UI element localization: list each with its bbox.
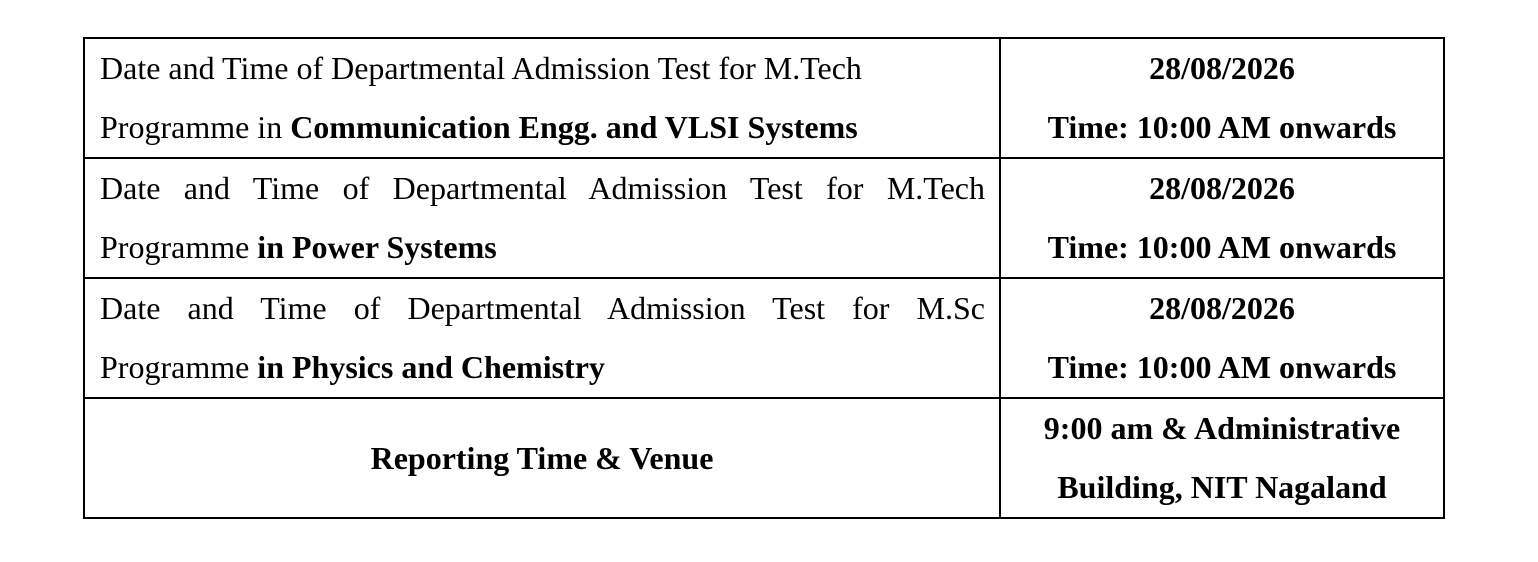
test-date: 28/08/2026 xyxy=(1149,290,1295,326)
test-description-line: Date and Time of Departmental Admission Test for M.Sc xyxy=(100,290,985,326)
programme-prefix: Programme in xyxy=(100,109,291,145)
test-programme-line xyxy=(100,338,985,397)
test-time: Time: 10:00 AM onwards xyxy=(1047,109,1397,145)
test-schedule-cell xyxy=(1000,38,1444,158)
reporting-value-cell xyxy=(1000,398,1444,518)
test-time: Time: 10:00 AM onwards xyxy=(1047,349,1397,385)
reporting-time-venue-line: 9:00 am & Administrative xyxy=(1043,410,1401,446)
programme-name: in Power Systems xyxy=(257,229,497,265)
test-programme-line xyxy=(100,98,985,157)
table-row xyxy=(84,278,1444,398)
table-row xyxy=(84,38,1444,158)
test-date: 28/08/2026 xyxy=(1149,170,1295,206)
test-schedule-cell xyxy=(1000,278,1444,398)
reporting-venue-line: Building, NIT Nagaland xyxy=(1057,469,1387,505)
table-row xyxy=(84,398,1444,518)
test-description-cell xyxy=(84,38,1000,158)
reporting-label: Reporting Time & Venue xyxy=(370,439,714,476)
test-description-cell xyxy=(84,278,1000,398)
test-description-cell xyxy=(84,158,1000,278)
programme-name: Communication Engg. and VLSI Systems xyxy=(290,109,858,145)
test-schedule-cell xyxy=(1000,158,1444,278)
programme-name: in Physics and Chemistry xyxy=(257,349,605,385)
test-time: Time: 10:00 AM onwards xyxy=(1047,229,1397,265)
programme-prefix: Programme xyxy=(100,349,258,385)
test-date: 28/08/2026 xyxy=(1149,50,1295,86)
admission-test-schedule-table xyxy=(83,37,1445,519)
test-description-line: Date and Time of Departmental Admission Test for M.Tech xyxy=(100,170,985,206)
test-description-line: Date and Time of Departmental Admission Test for M.Tech xyxy=(100,50,862,86)
test-programme-line xyxy=(100,218,985,277)
reporting-label-cell xyxy=(84,398,1000,518)
programme-prefix: Programme xyxy=(100,229,258,265)
table-row xyxy=(84,158,1444,278)
